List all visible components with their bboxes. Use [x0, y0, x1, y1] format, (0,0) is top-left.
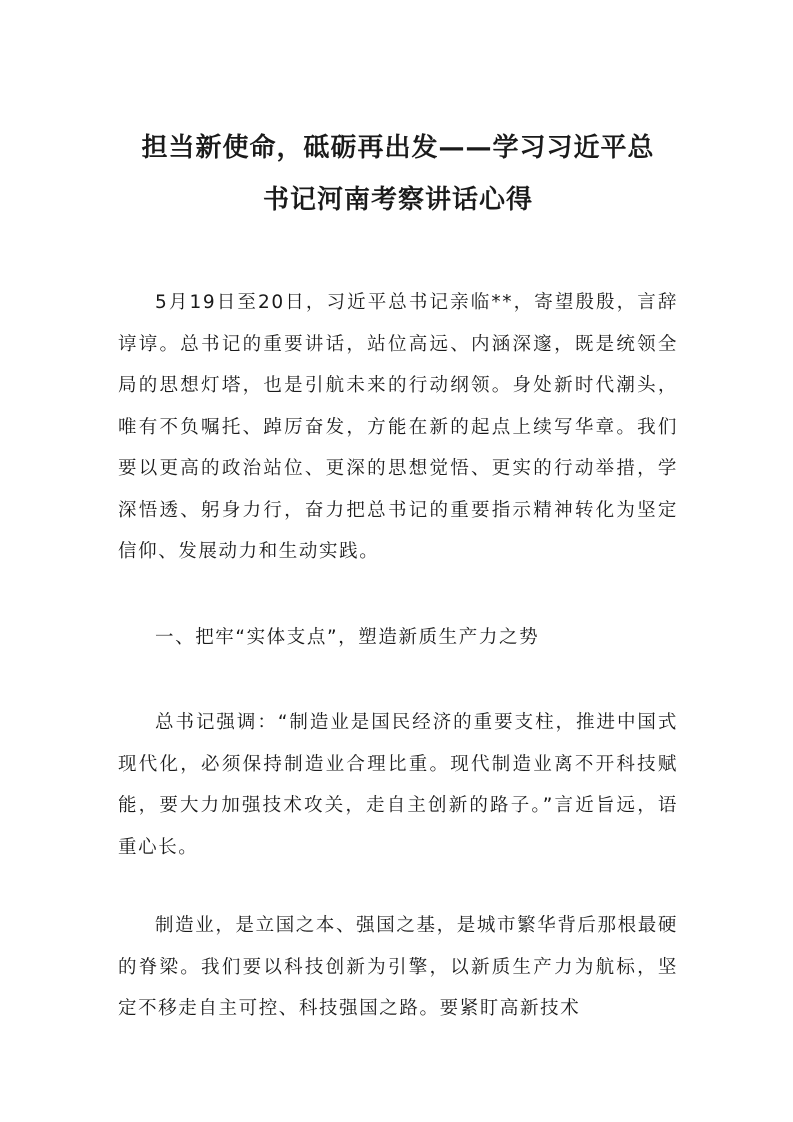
document-title — [118, 122, 678, 226]
section-heading-1: 一、把牢“实体支点”，塑造新质生产力之势 — [155, 627, 540, 648]
title-line-1: 担当新使命，砥砺再出发——学习习近平总 — [141, 133, 655, 163]
paragraph-manufacturing: 制造业，是立国之本、强国之基，是城市繁华背后那根最硬的脊梁。我们要以科技创新为引擎，以新质生产力为航标，坚定不移走自主可控、科技强国之路。要紧盯高新技术 — [118, 915, 678, 1019]
paragraph-quote: 总书记强调：“制造业是国民经济的重要支柱，推进中国式现代化，必须保持制造业合理比重。现代制造业离不开科技赋能，要大力加强技术攻关，走自主创新的路子。”言近旨远，语重心长。 — [118, 712, 678, 858]
title-line-2: 书记河南考察讲话心得 — [262, 185, 533, 215]
paragraph-intro: 5月19日至20日，习近平总书记亲临**，寄望殷殷，言辞谆谆。总书记的重要讲话，站位高远、内涵深邃，既是统领全局的思想灯塔，也是引航未来的行动纲领。身处新时代潮头，唯有不负嘱托、踔厉奋发，方能在新的起点上续写华章。我们要以更高的政治站位、更深的思想觉悟、更实的行动举措，学深悟透、躬身力行，奋力把总书记的重要指示精神转化为坚定信仰、发展动力和生动实践。 — [118, 292, 678, 562]
